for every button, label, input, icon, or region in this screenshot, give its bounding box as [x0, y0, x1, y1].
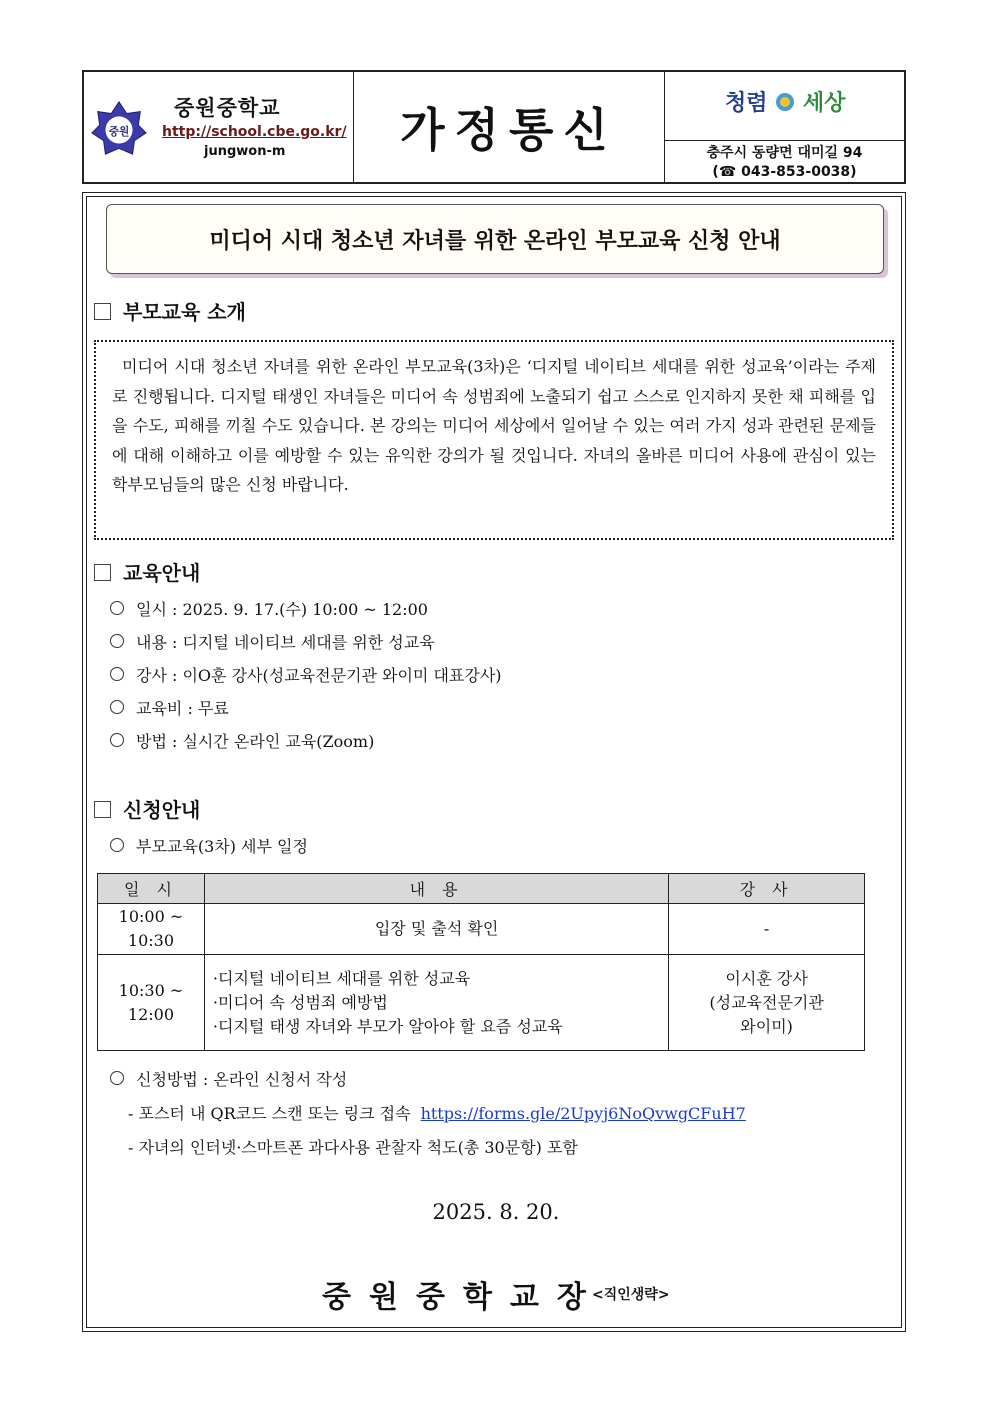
section-heading-text: 교육안내	[123, 561, 201, 585]
application-form-link[interactable]: https://forms.gle/2Upyj6NoQvwgCFuH7	[420, 1104, 746, 1123]
intro-paragraph: 미디어 시대 청소년 자녀를 위한 온라인 부모교육(3차)은 ‘디지털 네이티브 세대를 위한 성교육’이라는 주제로 진행됩니다. 디지털 태생인 자녀들은 미디어 속 성범죄에 노출되기 쉽고 스스로 인지하지 못한 채 피해를 입을 수도, 피해를 끼칠 수도 있습니다. 본 강의는 미디어 세상에서 일어날 수 있는 여러 가지 성과 관련된 문제들에 대해 이해하고 이를 예방할 수 있는 유익한 강의가 될 것입니다. 자녀의 올바른 미디어 사용에 관심이 있는 학부모님들의 많은 신청 바랍니다.	[112, 357, 876, 494]
application-method	[110, 1067, 347, 1090]
education-item-date	[110, 597, 428, 620]
section-heading-education	[94, 557, 200, 586]
content-cell	[204, 904, 668, 955]
contact-cell	[665, 72, 904, 182]
instructor-line: 와이미)	[740, 1016, 793, 1036]
globe-icon	[775, 92, 795, 112]
school-name: 중원중학교	[174, 96, 281, 120]
school-emblem-icon	[90, 100, 148, 158]
address-line: 충주시 동량면 대미길 94	[706, 145, 863, 161]
circle-bullet-icon	[110, 700, 124, 714]
column-header: 일 시	[98, 874, 205, 904]
step-text: - 자녀의 인터넷·스마트폰 과다사용 관찰자 척도(총 30문항) 포함	[128, 1138, 578, 1157]
item-text: 내용 : 디지털 네이티브 세대를 위한 성교육	[136, 633, 435, 652]
column-header: 내 용	[204, 874, 668, 904]
checkbox-square-icon	[94, 303, 111, 320]
education-item-content	[110, 630, 435, 653]
circle-bullet-icon	[110, 634, 124, 648]
section-heading-text: 부모교육 소개	[123, 300, 246, 324]
intro-box	[94, 340, 894, 540]
section-heading-application	[94, 794, 200, 823]
application-method-step-1	[128, 1101, 746, 1124]
table-header-row	[98, 874, 865, 904]
slogan-part-1: 청렴	[725, 91, 768, 116]
circle-bullet-icon	[110, 733, 124, 747]
section-heading-text: 신청안내	[123, 798, 201, 822]
circle-bullet-icon	[110, 667, 124, 681]
column-header: 강 사	[669, 874, 865, 904]
education-item-fee	[110, 696, 229, 719]
letter-header	[82, 70, 906, 184]
circle-bullet-icon	[110, 1071, 124, 1085]
issue-date: 2025. 8. 20.	[432, 1200, 560, 1224]
time-start: 10:30 ~	[118, 980, 184, 1000]
section-heading-intro	[94, 296, 246, 325]
time-cell	[98, 955, 205, 1051]
school-info-cell	[84, 72, 354, 182]
phone-line: (☎ 043-853-0038)	[712, 164, 857, 180]
schedule-label	[110, 834, 308, 857]
doc-type-cell	[354, 72, 665, 182]
time-end: 12:00	[127, 1004, 174, 1024]
school-url-link[interactable]: http://school.cbe.go.kr/	[162, 124, 347, 140]
step-text: - 포스터 내 QR코드 스캔 또는 링크 접속	[128, 1104, 411, 1123]
item-text: 교육비 : 무료	[136, 699, 229, 718]
checkbox-square-icon	[94, 564, 111, 581]
content-cell	[204, 955, 668, 1051]
instructor-cell	[669, 955, 865, 1051]
instructor-line: (성교육전문기관	[709, 992, 824, 1012]
instructor-line: -	[763, 919, 770, 938]
time-cell	[98, 904, 205, 955]
item-text: 부모교육(3차) 세부 일정	[136, 837, 308, 856]
school-address	[665, 144, 904, 182]
slogan	[725, 86, 845, 117]
principal-signature: 중원중학교장	[322, 1280, 604, 1315]
content-line: ·미디어 속 성범죄 예방법	[212, 992, 388, 1012]
circle-bullet-icon	[110, 838, 124, 852]
slogan-box	[665, 72, 904, 141]
page-title: 미디어 시대 청소년 자녀를 위한 온라인 부모교육 신청 안내	[209, 229, 781, 254]
education-item-method	[110, 729, 374, 752]
slogan-part-2: 세상	[802, 91, 846, 116]
instructor-line: 이시훈 강사	[725, 968, 808, 988]
education-item-instructor	[110, 663, 502, 686]
circle-bullet-icon	[110, 601, 124, 615]
title-box	[106, 204, 884, 274]
table-row	[98, 904, 865, 955]
item-text: 신청방법 : 온라인 신청서 작성	[136, 1070, 348, 1089]
checkbox-square-icon	[94, 801, 111, 818]
table-row	[98, 955, 865, 1051]
item-text: 강사 : 이O훈 강사(성교육전문기관 와이미 대표강사)	[136, 666, 502, 685]
application-method-step-2	[128, 1135, 578, 1158]
content-line: ·디지털 네이티브 세대를 위한 성교육	[212, 968, 471, 988]
schedule-table	[97, 873, 865, 1051]
content-line: ·디지털 태생 자녀와 부모가 알아야 할 요즘 성교육	[212, 1016, 563, 1036]
doc-type-title: 가정통신	[400, 103, 618, 157]
seal-omitted-note: <직인생략>	[592, 1287, 670, 1303]
time-start: 10:00 ~	[118, 907, 184, 926]
time-end: 10:30	[127, 931, 174, 950]
school-english-name: jungwon-m	[204, 144, 286, 159]
instructor-cell	[669, 904, 865, 955]
content-line: 입장 및 출석 확인	[374, 919, 499, 938]
emblem-text: 중원	[108, 124, 130, 138]
item-text: 방법 : 실시간 온라인 교육(Zoom)	[136, 732, 375, 751]
item-text: 일시 : 2025. 9. 17.(수) 10:00 ~ 12:00	[136, 600, 428, 619]
